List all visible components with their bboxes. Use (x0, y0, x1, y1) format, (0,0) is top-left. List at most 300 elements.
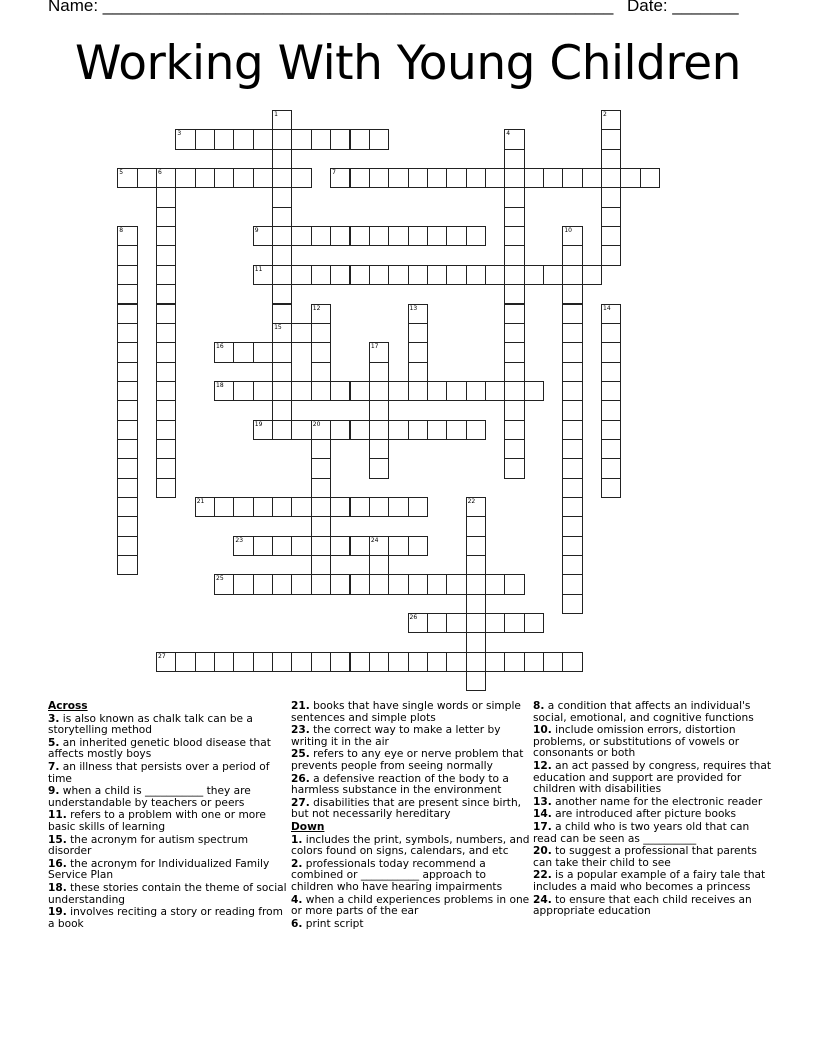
grid-cell[interactable] (330, 652, 350, 672)
grid-cell[interactable] (311, 516, 331, 536)
grid-cell[interactable] (214, 574, 234, 594)
grid-cell[interactable] (388, 652, 408, 672)
grid-cell[interactable] (562, 497, 582, 517)
grid-cell[interactable] (117, 342, 137, 362)
grid-cell[interactable] (156, 400, 176, 420)
grid-cell[interactable] (369, 574, 389, 594)
grid-cell[interactable] (504, 284, 524, 304)
grid-cell[interactable] (562, 516, 582, 536)
grid-cell[interactable] (350, 497, 370, 517)
grid-cell[interactable] (156, 458, 176, 478)
grid-cell[interactable] (156, 381, 176, 401)
grid-cell[interactable] (117, 245, 137, 265)
grid-cell[interactable] (601, 187, 621, 207)
grid-cell[interactable] (117, 439, 137, 459)
grid-cell[interactable] (369, 226, 389, 246)
grid-cell[interactable] (291, 381, 311, 401)
grid-cell[interactable] (601, 110, 621, 130)
grid-cell[interactable] (562, 439, 582, 459)
grid-cell[interactable] (427, 420, 447, 440)
grid-cell[interactable] (291, 168, 311, 188)
grid-cell[interactable] (350, 420, 370, 440)
grid-cell[interactable] (350, 574, 370, 594)
grid-cell[interactable] (543, 652, 563, 672)
grid-cell[interactable] (291, 323, 311, 343)
grid-cell[interactable] (562, 323, 582, 343)
grid-cell[interactable] (175, 652, 195, 672)
grid-cell[interactable] (311, 497, 331, 517)
grid-cell[interactable] (233, 168, 253, 188)
grid-cell[interactable] (408, 168, 428, 188)
grid-cell[interactable] (562, 381, 582, 401)
grid-cell[interactable] (369, 342, 389, 362)
grid-cell[interactable] (369, 400, 389, 420)
grid-cell[interactable] (562, 226, 582, 246)
grid-cell[interactable] (446, 420, 466, 440)
grid-cell[interactable] (272, 149, 292, 169)
grid-cell[interactable] (601, 168, 621, 188)
grid-cell[interactable] (137, 168, 157, 188)
grid-cell[interactable] (446, 265, 466, 285)
grid-cell[interactable] (369, 458, 389, 478)
grid-cell[interactable] (408, 381, 428, 401)
grid-cell[interactable] (485, 613, 505, 633)
grid-cell[interactable] (601, 323, 621, 343)
grid-cell[interactable] (562, 342, 582, 362)
grid-cell[interactable] (156, 439, 176, 459)
grid-cell[interactable] (466, 671, 486, 691)
grid-cell[interactable] (272, 323, 292, 343)
grid-cell[interactable] (408, 265, 428, 285)
grid-cell[interactable] (466, 613, 486, 633)
grid-cell[interactable] (388, 265, 408, 285)
grid-cell[interactable] (272, 362, 292, 382)
grid-cell[interactable] (350, 168, 370, 188)
grid-cell[interactable] (504, 381, 524, 401)
grid-cell[interactable] (117, 226, 137, 246)
grid-cell[interactable] (388, 536, 408, 556)
grid-cell[interactable] (156, 284, 176, 304)
grid-cell[interactable] (601, 439, 621, 459)
grid-cell[interactable] (311, 362, 331, 382)
grid-cell[interactable] (350, 265, 370, 285)
clue-number-label: 5 (119, 169, 124, 177)
grid-cell[interactable] (253, 381, 273, 401)
grid-cell[interactable] (330, 497, 350, 517)
grid-cell[interactable] (117, 516, 137, 536)
grid-cell[interactable] (156, 168, 176, 188)
grid-cell[interactable] (117, 381, 137, 401)
grid-cell[interactable] (233, 652, 253, 672)
grid-cell[interactable] (175, 129, 195, 149)
grid-cell[interactable] (272, 342, 292, 362)
grid-cell[interactable] (504, 323, 524, 343)
grid-cell[interactable] (369, 168, 389, 188)
grid-cell[interactable] (330, 381, 350, 401)
grid-cell[interactable] (427, 574, 447, 594)
grid-cell[interactable] (156, 652, 176, 672)
grid-cell[interactable] (388, 574, 408, 594)
grid-cell[interactable] (156, 478, 176, 498)
grid-cell[interactable] (388, 168, 408, 188)
grid-cell[interactable] (408, 362, 428, 382)
grid-cell[interactable] (156, 304, 176, 324)
clue-text: a child who is two years old that can read can be seen as __________ (533, 820, 750, 845)
grid-cell[interactable] (272, 187, 292, 207)
grid-cell[interactable] (195, 652, 215, 672)
grid-cell[interactable] (504, 149, 524, 169)
grid-cell[interactable] (504, 342, 524, 362)
grid-cell[interactable] (233, 536, 253, 556)
grid-cell[interactable] (601, 478, 621, 498)
grid-cell[interactable] (408, 323, 428, 343)
grid-cell[interactable] (524, 613, 544, 633)
grid-cell[interactable] (311, 652, 331, 672)
grid-cell[interactable] (562, 284, 582, 304)
grid-cell[interactable] (504, 187, 524, 207)
grid-cell[interactable] (446, 574, 466, 594)
grid-cell[interactable] (601, 149, 621, 169)
grid-cell[interactable] (582, 265, 602, 285)
grid-cell[interactable] (601, 304, 621, 324)
grid-cell[interactable] (466, 381, 486, 401)
grid-cell[interactable] (233, 381, 253, 401)
grid-cell[interactable] (504, 207, 524, 227)
grid-cell[interactable] (524, 265, 544, 285)
grid-cell[interactable] (504, 458, 524, 478)
grid-cell[interactable] (214, 652, 234, 672)
grid-cell[interactable] (562, 304, 582, 324)
grid-cell[interactable] (466, 652, 486, 672)
grid-cell[interactable] (311, 342, 331, 362)
grid-cell[interactable] (543, 265, 563, 285)
clue-down (533, 725, 773, 760)
grid-cell[interactable] (446, 381, 466, 401)
grid-cell[interactable] (640, 168, 660, 188)
grid-cell[interactable] (427, 226, 447, 246)
grid-cell[interactable] (504, 245, 524, 265)
grid-cell[interactable] (350, 536, 370, 556)
grid-cell[interactable] (253, 168, 273, 188)
grid-cell[interactable] (272, 381, 292, 401)
grid-cell[interactable] (601, 362, 621, 382)
grid-cell[interactable] (408, 574, 428, 594)
grid-cell[interactable] (504, 574, 524, 594)
grid-cell[interactable] (601, 420, 621, 440)
grid-cell[interactable] (446, 226, 466, 246)
clue-text: is also known as chalk talk can be a storytelling method (48, 712, 253, 737)
grid-cell[interactable] (485, 265, 505, 285)
grid-cell[interactable] (562, 594, 582, 614)
grid-cell[interactable] (233, 497, 253, 517)
grid-cell[interactable] (369, 265, 389, 285)
grid-cell[interactable] (485, 168, 505, 188)
grid-cell[interactable] (466, 226, 486, 246)
grid-cell[interactable] (311, 304, 331, 324)
grid-cell[interactable] (562, 400, 582, 420)
grid-cell[interactable] (117, 497, 137, 517)
grid-cell[interactable] (485, 574, 505, 594)
grid-cell[interactable] (117, 536, 137, 556)
grid-cell[interactable] (601, 245, 621, 265)
grid-cell[interactable] (466, 536, 486, 556)
grid-cell[interactable] (369, 439, 389, 459)
grid-cell[interactable] (330, 168, 350, 188)
grid-cell[interactable] (408, 304, 428, 324)
grid-cell[interactable] (350, 226, 370, 246)
grid-cell[interactable] (175, 168, 195, 188)
grid-cell[interactable] (388, 420, 408, 440)
clue-number: 9. (48, 785, 60, 798)
grid-cell[interactable] (466, 574, 486, 594)
grid-cell[interactable] (524, 381, 544, 401)
grid-cell[interactable] (253, 129, 273, 149)
grid-cell[interactable] (291, 497, 311, 517)
grid-cell[interactable] (272, 207, 292, 227)
grid-cell[interactable] (466, 594, 486, 614)
grid-cell[interactable] (504, 400, 524, 420)
grid-cell[interactable] (291, 129, 311, 149)
grid-cell[interactable] (156, 207, 176, 227)
grid-cell[interactable] (233, 342, 253, 362)
grid-cell[interactable] (562, 245, 582, 265)
grid-cell[interactable] (369, 497, 389, 517)
grid-cell[interactable] (562, 536, 582, 556)
grid-cell[interactable] (388, 226, 408, 246)
grid-cell[interactable] (562, 420, 582, 440)
grid-cell[interactable] (214, 381, 234, 401)
grid-cell[interactable] (253, 652, 273, 672)
grid-cell[interactable] (117, 555, 137, 575)
grid-cell[interactable] (408, 536, 428, 556)
grid-cell[interactable] (446, 168, 466, 188)
grid-cell[interactable] (272, 168, 292, 188)
grid-cell[interactable] (350, 129, 370, 149)
grid-cell[interactable] (156, 362, 176, 382)
grid-cell[interactable] (272, 536, 292, 556)
grid-cell[interactable] (311, 574, 331, 594)
grid-cell[interactable] (233, 574, 253, 594)
grid-cell[interactable] (504, 652, 524, 672)
grid-cell[interactable] (466, 497, 486, 517)
grid-cell[interactable] (504, 265, 524, 285)
grid-cell[interactable] (408, 226, 428, 246)
grid-cell[interactable] (524, 652, 544, 672)
grid-cell[interactable] (330, 574, 350, 594)
grid-cell[interactable] (311, 420, 331, 440)
grid-cell[interactable] (350, 652, 370, 672)
grid-cell[interactable] (562, 555, 582, 575)
grid-cell[interactable] (311, 129, 331, 149)
grid-cell[interactable] (253, 497, 273, 517)
grid-cell[interactable] (117, 284, 137, 304)
grid-cell[interactable] (272, 400, 292, 420)
grid-cell[interactable] (156, 226, 176, 246)
grid-cell[interactable] (369, 652, 389, 672)
grid-cell[interactable] (601, 458, 621, 478)
grid-cell[interactable] (485, 652, 505, 672)
clue-number: 16. (48, 857, 67, 870)
grid-cell[interactable] (291, 574, 311, 594)
grid-cell[interactable] (369, 381, 389, 401)
grid-cell[interactable] (117, 458, 137, 478)
grid-cell[interactable] (466, 632, 486, 652)
grid-cell[interactable] (388, 381, 408, 401)
grid-cell[interactable] (291, 226, 311, 246)
grid-cell[interactable] (117, 420, 137, 440)
clue-across (48, 714, 288, 737)
grid-cell[interactable] (446, 652, 466, 672)
grid-cell[interactable] (156, 187, 176, 207)
grid-cell[interactable] (427, 613, 447, 633)
grid-cell[interactable] (253, 265, 273, 285)
grid-cell[interactable] (272, 574, 292, 594)
grid-cell[interactable] (117, 323, 137, 343)
grid-cell[interactable] (272, 497, 292, 517)
grid-cell[interactable] (253, 420, 273, 440)
grid-cell[interactable] (408, 497, 428, 517)
grid-cell[interactable] (291, 652, 311, 672)
grid-cell[interactable] (369, 536, 389, 556)
clue-text: include omission errors, distortion problems, or substitutions of vowels or consonants or both (533, 724, 740, 760)
grid-cell[interactable] (562, 362, 582, 382)
grid-cell[interactable] (117, 400, 137, 420)
grid-cell[interactable] (291, 265, 311, 285)
grid-cell[interactable] (543, 168, 563, 188)
grid-cell[interactable] (620, 168, 640, 188)
grid-cell[interactable] (291, 420, 311, 440)
grid-cell[interactable] (504, 226, 524, 246)
grid-cell[interactable] (427, 265, 447, 285)
grid-cell[interactable] (272, 226, 292, 246)
grid-cell[interactable] (408, 342, 428, 362)
grid-cell[interactable] (311, 439, 331, 459)
grid-cell[interactable] (466, 265, 486, 285)
grid-cell[interactable] (117, 362, 137, 382)
grid-cell[interactable] (233, 129, 253, 149)
grid-cell[interactable] (369, 129, 389, 149)
grid-cell[interactable] (369, 555, 389, 575)
grid-cell[interactable] (195, 168, 215, 188)
grid-cell[interactable] (117, 265, 137, 285)
grid-cell[interactable] (466, 555, 486, 575)
grid-cell[interactable] (272, 304, 292, 324)
grid-cell[interactable] (156, 420, 176, 440)
grid-cell[interactable] (504, 304, 524, 324)
grid-cell[interactable] (156, 342, 176, 362)
grid-cell[interactable] (350, 381, 370, 401)
grid-cell[interactable] (117, 478, 137, 498)
grid-cell[interactable] (272, 129, 292, 149)
grid-cell[interactable] (504, 439, 524, 459)
grid-cell[interactable] (330, 129, 350, 149)
grid-cell[interactable] (330, 265, 350, 285)
grid-cell[interactable] (272, 420, 292, 440)
clue-text: books that have single words or simple sentences and simple plots (291, 700, 521, 724)
grid-cell[interactable] (466, 168, 486, 188)
grid-cell[interactable] (253, 342, 273, 362)
grid-cell[interactable] (156, 323, 176, 343)
grid-cell[interactable] (253, 226, 273, 246)
grid-cell[interactable] (214, 129, 234, 149)
grid-cell[interactable] (427, 652, 447, 672)
grid-cell[interactable] (311, 265, 331, 285)
grid-cell[interactable] (466, 420, 486, 440)
grid-cell[interactable] (156, 265, 176, 285)
grid-cell[interactable] (291, 536, 311, 556)
grid-cell[interactable] (311, 458, 331, 478)
grid-cell[interactable] (195, 497, 215, 517)
grid-cell[interactable] (272, 284, 292, 304)
grid-cell[interactable] (562, 265, 582, 285)
grid-cell[interactable] (601, 381, 621, 401)
grid-cell[interactable] (562, 458, 582, 478)
grid-cell[interactable] (253, 536, 273, 556)
grid-cell[interactable] (156, 245, 176, 265)
grid-cell[interactable] (601, 226, 621, 246)
grid-cell[interactable] (330, 420, 350, 440)
grid-cell[interactable] (272, 110, 292, 130)
grid-cell[interactable] (504, 129, 524, 149)
grid-cell[interactable] (369, 420, 389, 440)
grid-cell[interactable] (562, 168, 582, 188)
grid-cell[interactable] (601, 342, 621, 362)
grid-cell[interactable] (311, 478, 331, 498)
grid-cell[interactable] (562, 652, 582, 672)
grid-cell[interactable] (408, 613, 428, 633)
grid-cell[interactable] (446, 613, 466, 633)
grid-cell[interactable] (311, 323, 331, 343)
grid-cell[interactable] (504, 420, 524, 440)
grid-cell[interactable] (524, 168, 544, 188)
grid-cell[interactable] (117, 168, 137, 188)
grid-cell[interactable] (311, 226, 331, 246)
grid-cell[interactable] (562, 478, 582, 498)
grid-cell[interactable] (214, 497, 234, 517)
grid-cell[interactable] (330, 226, 350, 246)
grid-cell[interactable] (427, 381, 447, 401)
grid-cell[interactable] (504, 613, 524, 633)
clue-number: 21. (291, 700, 310, 712)
grid-cell[interactable] (562, 574, 582, 594)
grid-cell[interactable] (311, 536, 331, 556)
grid-cell[interactable] (272, 245, 292, 265)
grid-cell[interactable] (311, 381, 331, 401)
grid-cell[interactable] (214, 342, 234, 362)
grid-cell[interactable] (582, 168, 602, 188)
grid-cell[interactable] (601, 207, 621, 227)
grid-cell[interactable] (427, 168, 447, 188)
grid-cell[interactable] (504, 362, 524, 382)
grid-cell[interactable] (485, 381, 505, 401)
grid-cell[interactable] (330, 536, 350, 556)
grid-cell[interactable] (272, 652, 292, 672)
grid-cell[interactable] (408, 652, 428, 672)
grid-cell[interactable] (311, 555, 331, 575)
grid-cell[interactable] (253, 574, 273, 594)
grid-cell[interactable] (504, 168, 524, 188)
grid-cell[interactable] (388, 497, 408, 517)
grid-cell[interactable] (214, 168, 234, 188)
grid-cell[interactable] (369, 362, 389, 382)
grid-cell[interactable] (601, 129, 621, 149)
grid-cell[interactable] (272, 265, 292, 285)
grid-cell[interactable] (195, 129, 215, 149)
grid-cell[interactable] (408, 420, 428, 440)
grid-cell[interactable] (601, 400, 621, 420)
grid-cell[interactable] (117, 304, 137, 324)
grid-cell[interactable] (466, 516, 486, 536)
